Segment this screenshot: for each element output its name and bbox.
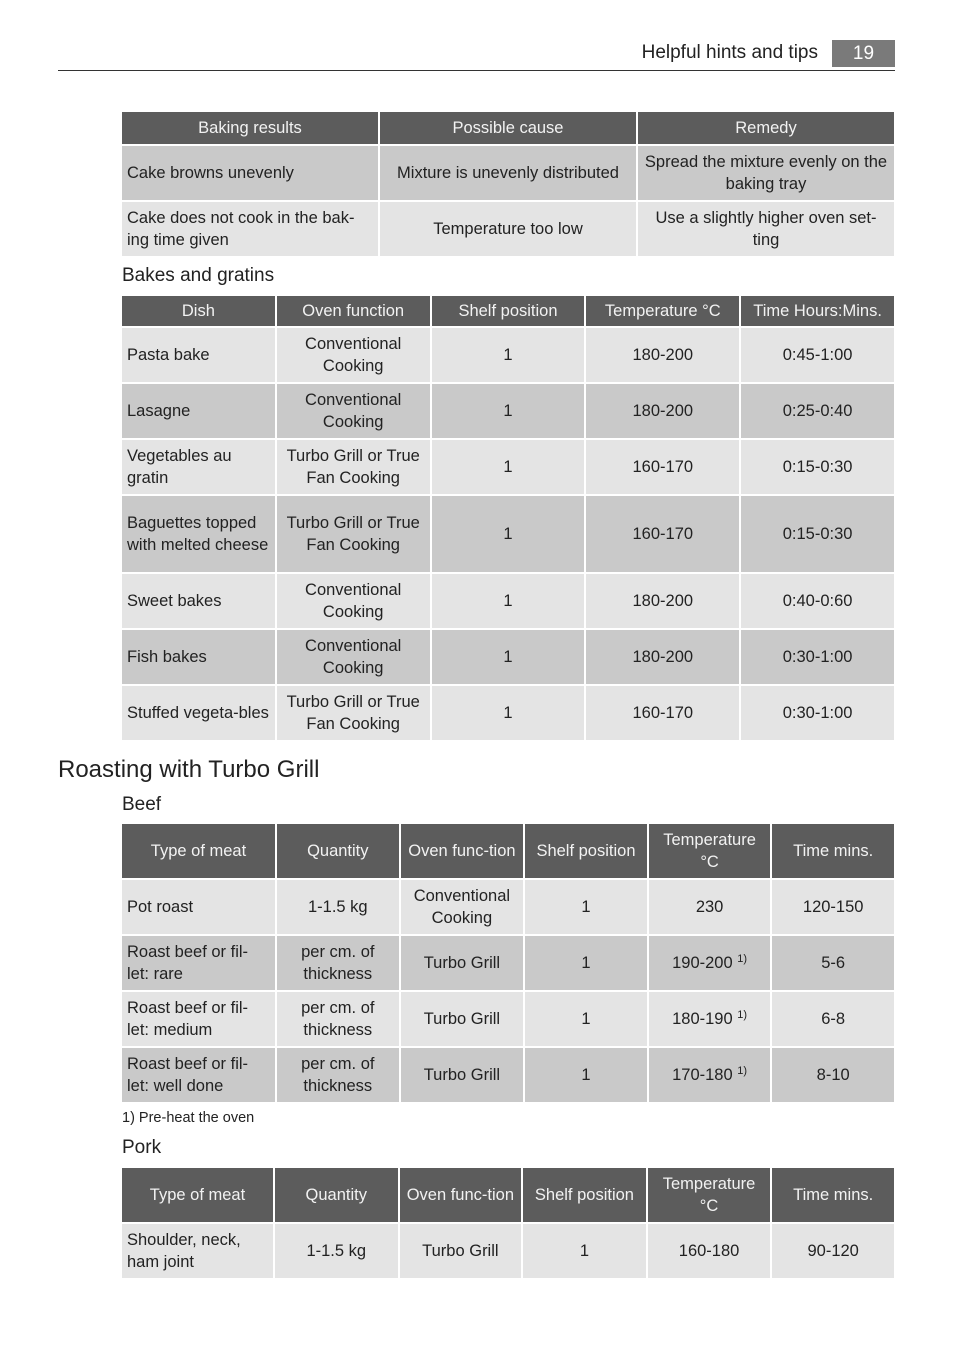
table-cell: 6-8 bbox=[772, 992, 894, 1046]
column-header: Temperature °C bbox=[648, 1168, 771, 1222]
table-cell bbox=[649, 880, 771, 934]
table-cell: Cake does not cook in the bak-ing time given bbox=[122, 202, 378, 256]
temperature-value: 190-200 bbox=[672, 954, 733, 972]
table-cell bbox=[649, 992, 771, 1046]
header-divider bbox=[58, 70, 895, 71]
table-row bbox=[122, 630, 894, 684]
column-header: Shelf position bbox=[525, 824, 647, 878]
page-number: 19 bbox=[832, 40, 895, 67]
table-cell: 160-170 bbox=[586, 496, 739, 572]
table-header-row bbox=[122, 824, 894, 878]
table-row bbox=[122, 1224, 894, 1278]
column-header: Quantity bbox=[275, 1168, 398, 1222]
table-cell: 0:15-0:30 bbox=[741, 496, 894, 572]
table-cell: Turbo Grill bbox=[400, 1224, 522, 1278]
beef-heading: Beef bbox=[122, 794, 162, 815]
table-cell: Cake browns unevenly bbox=[122, 146, 378, 200]
table-cell: Mixture is unevenly distributed bbox=[380, 146, 636, 200]
table-cell: 5-6 bbox=[772, 936, 894, 990]
beef-table bbox=[120, 822, 896, 1104]
column-header: Temperature °C bbox=[586, 296, 739, 326]
column-header: Oven func-tion bbox=[401, 824, 524, 878]
table-cell: Conventional Cooking bbox=[277, 384, 430, 438]
header-title: Helpful hints and tips bbox=[641, 42, 818, 63]
column-header: Oven function bbox=[277, 296, 430, 326]
table-row bbox=[122, 574, 894, 628]
table-cell: 1 bbox=[432, 686, 585, 740]
table-header-row bbox=[122, 296, 894, 326]
column-header: Type of meat bbox=[122, 824, 275, 878]
table-cell: Conventional Cooking bbox=[277, 630, 430, 684]
table-cell: Pot roast bbox=[122, 880, 275, 934]
column-header: Time Hours:Mins. bbox=[741, 296, 894, 326]
table-cell: 1 bbox=[525, 992, 647, 1046]
table-cell: 180-200 bbox=[586, 630, 739, 684]
table-cell bbox=[649, 936, 771, 990]
table-cell: Turbo Grill or True Fan Cooking bbox=[277, 440, 430, 494]
table-cell: Conventional Cooking bbox=[277, 574, 430, 628]
table-cell: 1 bbox=[523, 1224, 646, 1278]
table-row bbox=[122, 496, 894, 572]
table-row bbox=[122, 686, 894, 740]
bakes-heading: Bakes and gratins bbox=[122, 265, 275, 286]
temperature-value: 230 bbox=[695, 898, 724, 916]
table-cell: 1 bbox=[432, 328, 585, 382]
table-cell: Conventional Cooking bbox=[401, 880, 524, 934]
table-cell: 180-200 bbox=[586, 328, 739, 382]
table-row bbox=[122, 440, 894, 494]
table-row bbox=[122, 202, 894, 256]
temperature-value: 180-190 bbox=[672, 1010, 733, 1028]
column-header: Baking results bbox=[122, 112, 378, 144]
table-cell: Temperature too low bbox=[380, 202, 636, 256]
table-row bbox=[122, 146, 894, 200]
table-cell: 1 bbox=[525, 1048, 647, 1102]
table-cell: Baguettes topped with melted cheese bbox=[122, 496, 275, 572]
table-cell: 0:15-0:30 bbox=[741, 440, 894, 494]
table-cell: Turbo Grill or True Fan Cooking bbox=[277, 686, 430, 740]
table-cell: 1-1.5 kg bbox=[277, 880, 399, 934]
column-header: Quantity bbox=[277, 824, 399, 878]
table-cell: 1-1.5 kg bbox=[275, 1224, 398, 1278]
table-cell: Fish bakes bbox=[122, 630, 275, 684]
table-cell: Stuffed vegeta-bles bbox=[122, 686, 275, 740]
table-cell: Roast beef or fil-let: rare bbox=[122, 936, 275, 990]
table-header-row bbox=[122, 1168, 894, 1222]
table-cell: 160-170 bbox=[586, 686, 739, 740]
roasting-section-title: Roasting with Turbo Grill bbox=[58, 756, 320, 783]
table-cell: 0:30-1:00 bbox=[741, 686, 894, 740]
table-row bbox=[122, 936, 894, 990]
table-cell: 1 bbox=[432, 384, 585, 438]
table-row bbox=[122, 992, 894, 1046]
column-header: Remedy bbox=[638, 112, 894, 144]
table-cell: 180-200 bbox=[586, 384, 739, 438]
footnote-marker: 1) bbox=[737, 953, 748, 965]
column-header: Shelf position bbox=[432, 296, 585, 326]
table-cell: Roast beef or fil-let: medium bbox=[122, 992, 275, 1046]
table-cell: 1 bbox=[525, 936, 647, 990]
table-cell: Turbo Grill bbox=[401, 936, 524, 990]
column-header: Possible cause bbox=[380, 112, 636, 144]
table-cell: Pasta bake bbox=[122, 328, 275, 382]
baking-results-table bbox=[120, 110, 896, 258]
table-cell: 120-150 bbox=[772, 880, 894, 934]
table-cell: Lasagne bbox=[122, 384, 275, 438]
table-cell: Turbo Grill bbox=[401, 1048, 524, 1102]
table-cell: 180-200 bbox=[586, 574, 739, 628]
footnote-marker: 1) bbox=[737, 1065, 748, 1077]
column-header: Oven func-tion bbox=[400, 1168, 522, 1222]
table-cell: 90-120 bbox=[772, 1224, 894, 1278]
footnote-marker: 1) bbox=[737, 1009, 748, 1021]
table-cell: Spread the mixture evenly on the baking tray bbox=[638, 146, 894, 200]
temperature-value: 170-180 bbox=[672, 1066, 733, 1084]
table-cell: 1 bbox=[432, 496, 585, 572]
table-cell: Shoulder, neck, ham joint bbox=[122, 1224, 273, 1278]
table-row bbox=[122, 384, 894, 438]
table-cell: per cm. of thickness bbox=[277, 992, 399, 1046]
bakes-gratins-table bbox=[120, 294, 896, 742]
table-header-row bbox=[122, 112, 894, 144]
pork-heading: Pork bbox=[122, 1137, 162, 1158]
table-cell: 0:30-1:00 bbox=[741, 630, 894, 684]
column-header: Dish bbox=[122, 296, 275, 326]
table-cell: 160-170 bbox=[586, 440, 739, 494]
table-cell: 1 bbox=[525, 880, 647, 934]
table-row bbox=[122, 328, 894, 382]
table-row bbox=[122, 1048, 894, 1102]
table-cell: 1 bbox=[432, 574, 585, 628]
table-row bbox=[122, 880, 894, 934]
table-cell bbox=[649, 1048, 771, 1102]
column-header: Temperature °C bbox=[649, 824, 771, 878]
column-header: Time mins. bbox=[772, 824, 894, 878]
table-cell: Turbo Grill bbox=[401, 992, 524, 1046]
table-cell: 160-180 bbox=[648, 1224, 771, 1278]
table-cell: 1 bbox=[432, 440, 585, 494]
table-cell: per cm. of thickness bbox=[277, 936, 399, 990]
table-cell: 0:25-0:40 bbox=[741, 384, 894, 438]
footnote: 1) Pre-heat the oven bbox=[122, 1110, 255, 1126]
pork-table bbox=[120, 1166, 896, 1280]
table-cell: per cm. of thickness bbox=[277, 1048, 399, 1102]
table-cell: Vegetables au gratin bbox=[122, 440, 275, 494]
column-header: Shelf position bbox=[523, 1168, 646, 1222]
table-cell: 1 bbox=[432, 630, 585, 684]
table-cell: 8-10 bbox=[772, 1048, 894, 1102]
table-cell: Sweet bakes bbox=[122, 574, 275, 628]
column-header: Type of meat bbox=[122, 1168, 273, 1222]
table-cell: Roast beef or fil-let: well done bbox=[122, 1048, 275, 1102]
table-cell: 0:45-1:00 bbox=[741, 328, 894, 382]
column-header: Time mins. bbox=[772, 1168, 894, 1222]
table-cell: Turbo Grill or True Fan Cooking bbox=[277, 496, 430, 572]
table-cell: Use a slightly higher oven set-ting bbox=[638, 202, 894, 256]
table-cell: 0:40-0:60 bbox=[741, 574, 894, 628]
table-cell: Conventional Cooking bbox=[277, 328, 430, 382]
